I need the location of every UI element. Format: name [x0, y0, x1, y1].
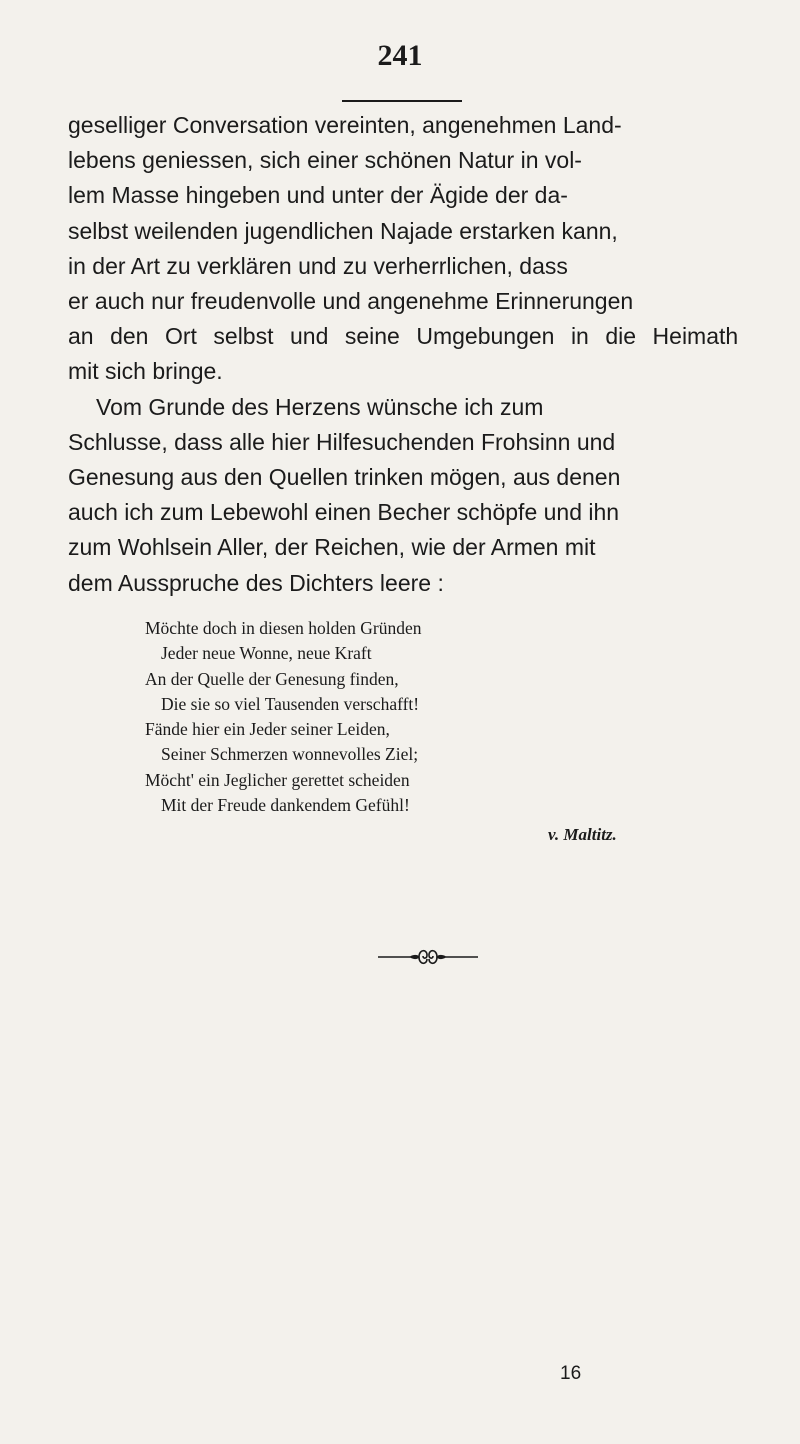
text-line: lebens geniessen, sich einer schönen Natur in vol- — [68, 147, 582, 174]
text-line: Vom Grunde des Herzens wünsche ich zum — [96, 393, 544, 420]
text-line: Genesung aus den Quellen trinken mögen, aus denen — [68, 464, 621, 491]
poem-verse: Möchte doch in diesen holden Gründen — [145, 618, 422, 638]
page-number: 241 — [377, 39, 423, 72]
paragraph-1 — [68, 108, 738, 390]
poem-verse: Jeder neue Wonne, neue Kraft — [161, 643, 372, 664]
paragraph-2 — [68, 390, 738, 601]
text-line: dem Ausspruche des Dichters leere : — [68, 569, 444, 596]
text-line: mit sich bringe. — [68, 358, 223, 385]
text-line: zum Wohlsein Aller, der Reichen, wie der Armen mit — [68, 534, 596, 561]
text-line: auch ich zum Lebewohl einen Becher schöpfe und ihn — [68, 499, 620, 526]
text-line: Schlusse, dass alle hier Hilfesuchenden Frohsinn und — [68, 428, 616, 455]
text-line: an den Ort selbst und seine Umgebungen in die Heimath — [68, 323, 738, 350]
poem-verse: Mit der Freude dankendem Gefühl! — [161, 795, 410, 816]
signature-mark: 16 — [560, 1363, 582, 1384]
poem-verse: Fände hier ein Jeder seiner Leiden, — [145, 719, 390, 740]
poem-verse: An der Quelle der Genesung finden, — [145, 668, 399, 689]
poem-verse: Seiner Schmerzen wonnevolles Ziel; — [161, 744, 419, 765]
body-text — [68, 108, 738, 601]
text-line: in der Art zu verklären und zu verherrlichen, dass — [68, 252, 568, 279]
header-rule — [342, 100, 462, 102]
text-line: selbst weilenden jugendlichen Najade erstarken kann, — [68, 217, 618, 244]
text-line: er auch nur freudenvolle und angenehme Erinnerungen — [68, 288, 634, 315]
ornamental-divider-icon — [378, 945, 478, 969]
poem — [145, 616, 665, 818]
poem-author: v. Maltitz. — [548, 825, 617, 844]
text-line: lem Masse hingeben und unter der Ägide der da- — [68, 182, 568, 209]
poem-verse: Möcht' ein Jeglicher gerettet scheiden — [145, 769, 410, 790]
poem-verse: Die sie so viel Tausenden verschafft! — [161, 693, 420, 714]
text-line: geselliger Conversation vereinten, angenehmen Land- — [68, 112, 622, 138]
